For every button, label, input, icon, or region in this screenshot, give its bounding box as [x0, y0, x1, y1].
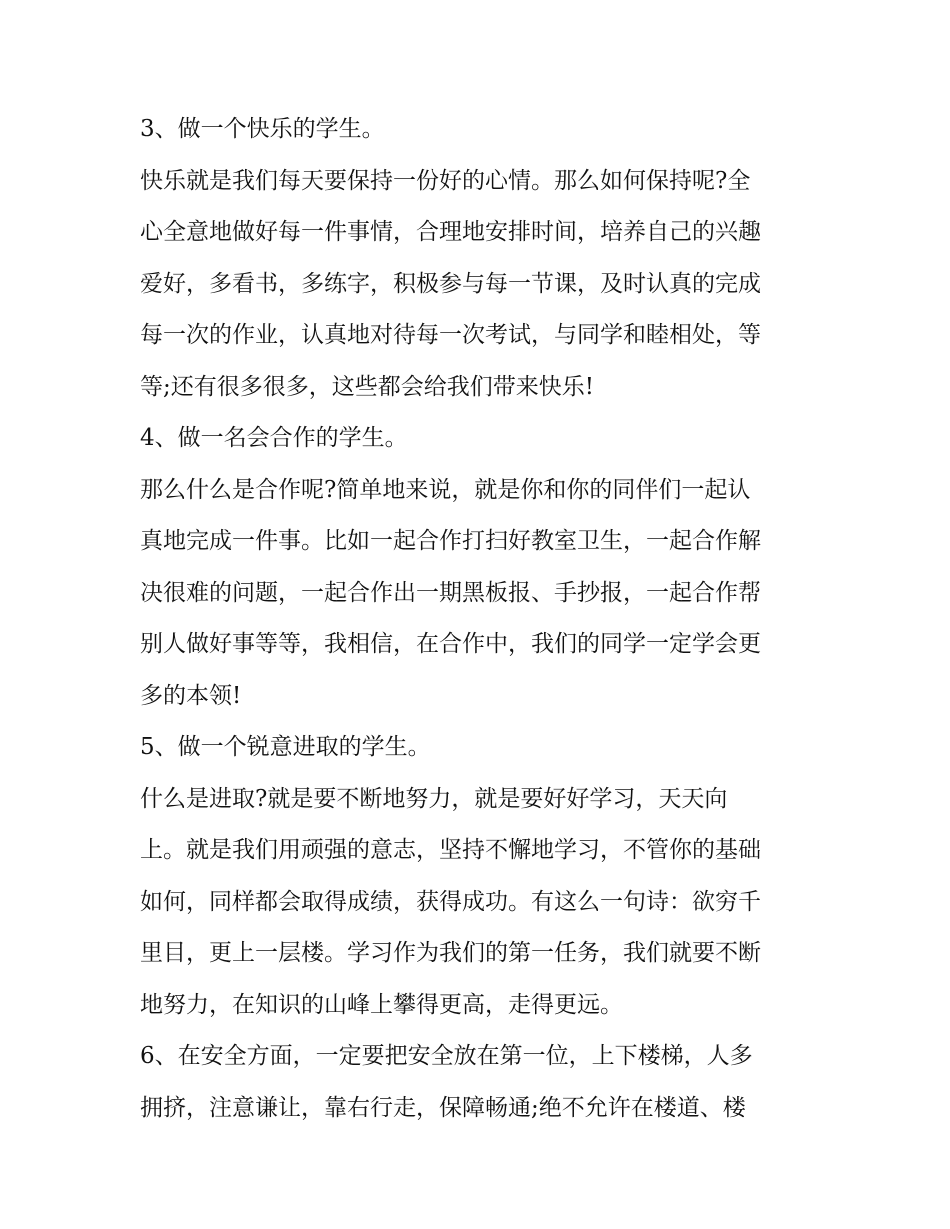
- paragraph-line: 每一次的作业，认真地对待每一次考试，与同学和睦相处，等: [140, 322, 761, 348]
- paragraph-line: 如何，同样都会取得成绩，获得成功。有这么一句诗：欲穷千: [140, 888, 761, 915]
- paragraph-line: 拥挤，注意谦让，靠右行走，保障畅通;绝不允许在楼道、楼: [140, 1094, 746, 1121]
- document-body: [140, 104, 820, 1134]
- heading-item-5: 5、做一个锐意进取的学生。: [140, 734, 431, 760]
- paragraph-line: 里目，更上一层楼。学习作为我们的第一任务，我们就要不断: [140, 940, 761, 966]
- paragraph-line: 那么什么是合作呢?简单地来说，就是你和你的同伴们一起认: [140, 476, 751, 503]
- paragraph-line: 真地完成一件事。比如一起合作打扫好教室卫生，一起合作解: [140, 528, 761, 554]
- paragraph-line: 地努力，在知识的山峰上攀得更高，走得更远。: [140, 991, 623, 1018]
- paragraph-line: 心全意地做好每一件事情，合理地安排时间，培养自己的兴趣: [140, 219, 761, 245]
- paragraph-line: 爱好，多看书，多练字，积极参与每一节课，及时认真的完成: [140, 270, 761, 297]
- paragraph-line: 上。就是我们用顽强的意志，坚持不懈地学习，不管你的基础: [140, 837, 761, 863]
- paragraph-line: 什么是进取?就是要不断地努力，就是要好好学习，天天向: [140, 785, 728, 812]
- heading-item-4: 4、做一名会合作的学生。: [140, 425, 408, 451]
- paragraph-line: 等;还有很多很多，这些都会给我们带来快乐!: [140, 373, 594, 400]
- heading-item-6: 6、在安全方面，一定要把安全放在第一位，上下楼梯，人多: [140, 1043, 753, 1069]
- heading-item-3: 3、做一个快乐的学生。: [140, 116, 385, 142]
- paragraph-line: 决很难的问题，一起合作出一期黑板报、手抄报，一起合作帮: [140, 579, 761, 606]
- paragraph-line: 多的本领!: [140, 682, 242, 709]
- paragraph-line: 快乐就是我们每天要保持一份好的心情。那么如何保持呢?全: [140, 167, 751, 194]
- paragraph-line: 别人做好事等等，我相信，在合作中，我们的同学一定学会更: [140, 631, 761, 657]
